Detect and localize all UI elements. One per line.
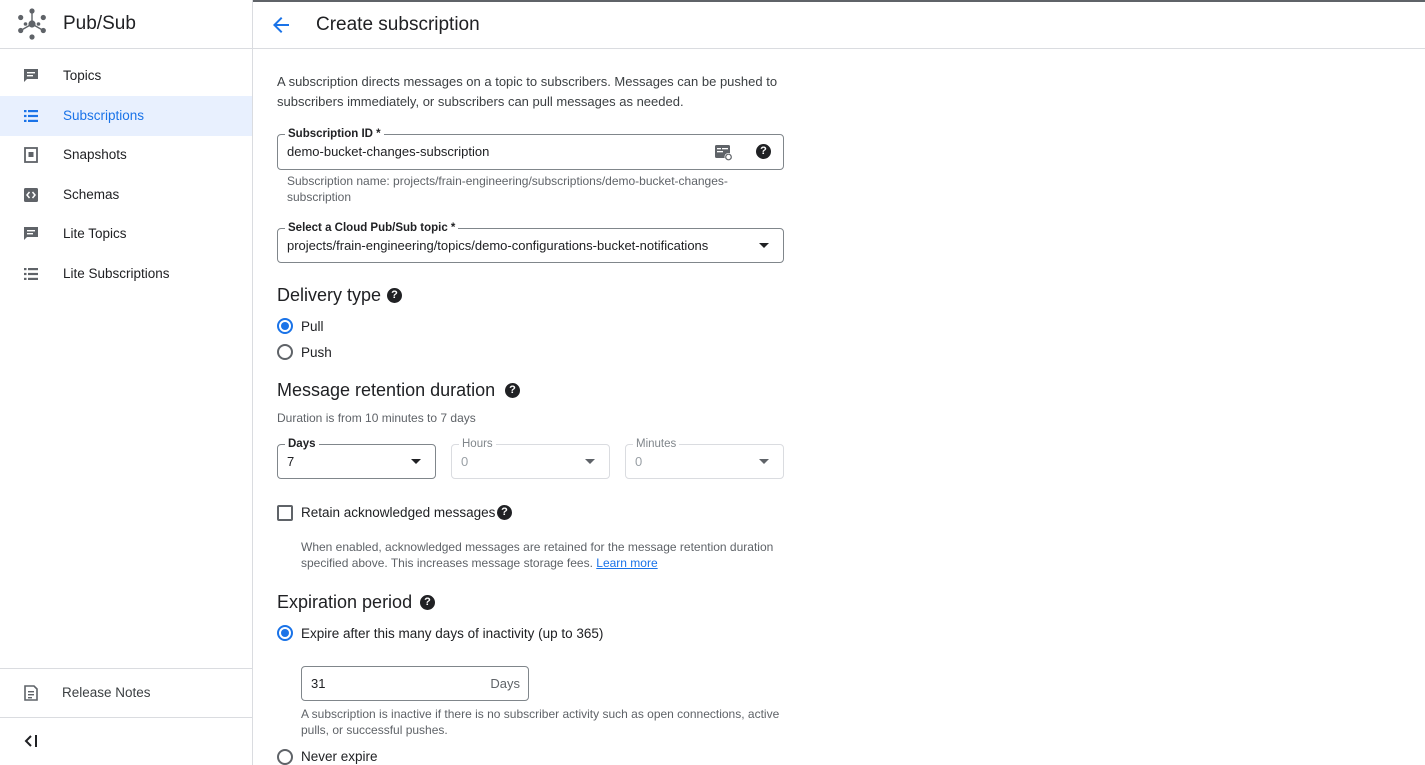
sidebar-item-label: Lite Subscriptions xyxy=(63,266,170,281)
sidebar-item-label: Snapshots xyxy=(63,147,127,162)
topic-value: projects/frain-engineering/topics/demo-configurations-bucket-notifications xyxy=(287,238,709,253)
sidebar-item-label: Lite Topics xyxy=(63,226,127,241)
chevron-down-icon xyxy=(759,459,769,464)
help-icon[interactable]: ? xyxy=(497,505,512,520)
list-icon xyxy=(22,107,40,125)
never-expire-label[interactable]: Never expire xyxy=(301,749,378,764)
help-icon[interactable]: ? xyxy=(505,383,520,398)
topic-select[interactable] xyxy=(277,222,784,263)
subscription-id-label: Subscription ID * xyxy=(285,126,384,142)
chevron-down-icon xyxy=(759,243,769,248)
sidebar-item-label: Topics xyxy=(63,68,102,83)
push-radio[interactable] xyxy=(277,344,293,360)
retain-hint xyxy=(301,539,781,571)
release-notes-link[interactable] xyxy=(0,673,252,713)
expiration-days-input[interactable] xyxy=(301,666,529,701)
inactive-hint: A subscription is inactive if there is no subscriber activity such as open connections, active pulls, or successful pushes. xyxy=(301,707,780,737)
days-value: 7 xyxy=(287,454,295,469)
sidebar-item-label: Schemas xyxy=(63,187,120,202)
collapse-sidebar-icon[interactable] xyxy=(20,731,42,751)
hours-select[interactable] xyxy=(451,438,610,479)
release-notes-label: Release Notes xyxy=(62,685,151,700)
hours-label: Hours xyxy=(459,436,496,452)
days-label: Days xyxy=(285,436,319,452)
sidebar-item-lite-subscriptions[interactable] xyxy=(0,254,252,294)
pubsub-logo-icon xyxy=(15,7,49,41)
sidebar-item-lite-topics[interactable] xyxy=(0,214,252,254)
app-title: Pub/Sub xyxy=(63,13,136,34)
message-retention-title: Message retention duration xyxy=(277,380,496,400)
never-expire-radio[interactable] xyxy=(277,749,293,765)
retention-duration-hint: Duration is from 10 minutes to 7 days xyxy=(277,411,476,425)
list-icon xyxy=(22,265,40,283)
pull-radio[interactable] xyxy=(277,318,293,334)
chevron-down-icon xyxy=(585,459,595,464)
divider xyxy=(0,717,252,718)
divider xyxy=(0,668,252,669)
days-select[interactable] xyxy=(277,438,436,479)
minutes-select[interactable] xyxy=(625,438,784,479)
expiration-period-title: Expiration period xyxy=(277,592,413,612)
sidebar xyxy=(0,0,253,765)
retain-hint-text: When enabled, acknowledged messages are retained for the message retention duration specified above. This increases message storage fees. xyxy=(301,540,774,570)
sidebar-item-snapshots[interactable] xyxy=(0,135,252,175)
sidebar-item-subscriptions[interactable] xyxy=(0,96,252,136)
push-label[interactable]: Push xyxy=(301,345,332,360)
release-notes-icon xyxy=(22,684,40,702)
expire-after-radio[interactable] xyxy=(277,625,293,641)
retain-acknowledged-label[interactable]: Retain acknowledged messages xyxy=(301,505,496,520)
pull-label[interactable]: Pull xyxy=(301,319,324,334)
topic-label: Select a Cloud Pub/Sub topic * xyxy=(285,220,458,236)
minutes-value: 0 xyxy=(635,454,643,469)
hours-value: 0 xyxy=(461,454,469,469)
page-header xyxy=(253,2,1425,49)
back-arrow-icon[interactable] xyxy=(269,13,293,37)
message-icon xyxy=(22,225,40,243)
help-icon[interactable]: ? xyxy=(756,144,771,159)
snapshot-icon xyxy=(22,146,40,164)
generate-id-icon[interactable] xyxy=(714,143,733,162)
page-title: Create subscription xyxy=(316,14,480,35)
intro-text: A subscription directs messages on a topic to subscribers. Messages can be pushed to subscribers immediately, or subscribers can pull messages as needed. xyxy=(277,74,778,109)
brand-header xyxy=(0,2,252,49)
subscription-id-field[interactable] xyxy=(277,128,784,170)
help-icon[interactable]: ? xyxy=(420,595,435,610)
learn-more-link[interactable]: Learn more xyxy=(596,556,658,570)
sidebar-item-label: Subscriptions xyxy=(63,108,145,123)
chevron-down-icon xyxy=(411,459,421,464)
message-icon xyxy=(22,67,40,85)
subscription-id-value: demo-bucket-changes-subscription xyxy=(287,144,490,159)
expiration-days-value: 31 xyxy=(311,676,326,691)
minutes-label: Minutes xyxy=(633,436,679,452)
retain-acknowledged-checkbox[interactable] xyxy=(277,505,293,521)
expire-after-label[interactable]: Expire after this many days of inactivity (up to 365) xyxy=(301,626,604,641)
delivery-type-title: Delivery type xyxy=(277,285,382,305)
subscription-name-hint: Subscription name: projects/frain-engineering/subscriptions/demo-bucket-changes-subscription xyxy=(287,174,728,204)
days-suffix: Days xyxy=(490,676,520,691)
code-icon xyxy=(22,186,40,204)
sidebar-item-topics[interactable] xyxy=(0,56,252,96)
help-icon[interactable]: ? xyxy=(387,288,402,303)
sidebar-item-schemas[interactable] xyxy=(0,175,252,215)
